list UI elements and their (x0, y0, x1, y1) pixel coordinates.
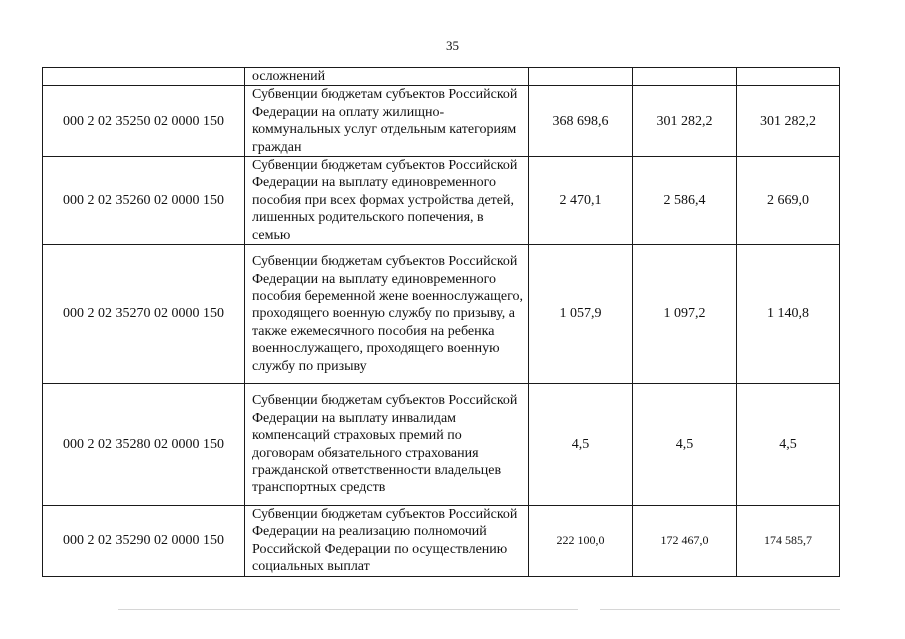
value-year1-cell (529, 68, 633, 86)
description-cell: Субвенции бюджетам субъектов Российской Федерации на выплату единовременного пособия при всех формах устройства детей, лишенных родительского попечения, в семью (245, 157, 529, 245)
value-year1-cell: 1 057,9 (529, 245, 633, 384)
value-year3-cell: 301 282,2 (737, 86, 840, 157)
table-row (43, 86, 840, 157)
budget-code-cell: 000 2 02 35270 02 0000 150 (43, 245, 245, 384)
description-cell: Субвенции бюджетам субъектов Российской Федерации на реализацию полномочий Российской Федерации по осуществлению социальных выплат (245, 506, 529, 577)
budget-code-cell: 000 2 02 35290 02 0000 150 (43, 506, 245, 577)
value-year3-cell: 1 140,8 (737, 245, 840, 384)
value-year2-cell: 301 282,2 (633, 86, 737, 157)
table-row (43, 384, 840, 506)
value-year1-cell: 222 100,0 (529, 506, 633, 577)
table-row (43, 157, 840, 245)
budget-code-cell (43, 68, 245, 86)
value-year2-cell: 2 586,4 (633, 157, 737, 245)
value-year2-cell (633, 68, 737, 86)
page-number: 35 (446, 38, 459, 53)
value-year3-cell: 174 585,7 (737, 506, 840, 577)
description-cell: осложнений (245, 68, 529, 86)
value-year3-cell: 4,5 (737, 384, 840, 506)
value-year3-cell (737, 68, 840, 86)
scan-artifact-line (118, 609, 578, 610)
scan-artifact-line (600, 609, 840, 610)
budget-code-cell: 000 2 02 35280 02 0000 150 (43, 384, 245, 506)
table-row (43, 506, 840, 577)
budget-code-cell: 000 2 02 35250 02 0000 150 (43, 86, 245, 157)
description-cell: Субвенции бюджетам субъектов Российской Федерации на выплату единовременного пособия беременной жене военнослужащего, проходящего военную службу по призыву, а также ежемесячного пособия на ребенка военнослужащего, проходящего военную службу по призыву (245, 245, 529, 384)
value-year1-cell: 368 698,6 (529, 86, 633, 157)
value-year2-cell: 1 097,2 (633, 245, 737, 384)
budget-code-cell: 000 2 02 35260 02 0000 150 (43, 157, 245, 245)
value-year1-cell: 2 470,1 (529, 157, 633, 245)
value-year2-cell: 172 467,0 (633, 506, 737, 577)
budget-revenue-table (42, 67, 840, 577)
value-year1-cell: 4,5 (529, 384, 633, 506)
table-row (43, 245, 840, 384)
table-row (43, 68, 840, 86)
description-cell: Субвенции бюджетам субъектов Российской Федерации на выплату инвалидам компенсаций страховых премий по договорам обязательного страхования гражданской ответственности владельцев транспортных средств (245, 384, 529, 506)
value-year3-cell: 2 669,0 (737, 157, 840, 245)
description-cell: Субвенции бюджетам субъектов Российской Федерации на оплату жилищно-коммунальных услуг отдельным категориям граждан (245, 86, 529, 157)
value-year2-cell: 4,5 (633, 384, 737, 506)
